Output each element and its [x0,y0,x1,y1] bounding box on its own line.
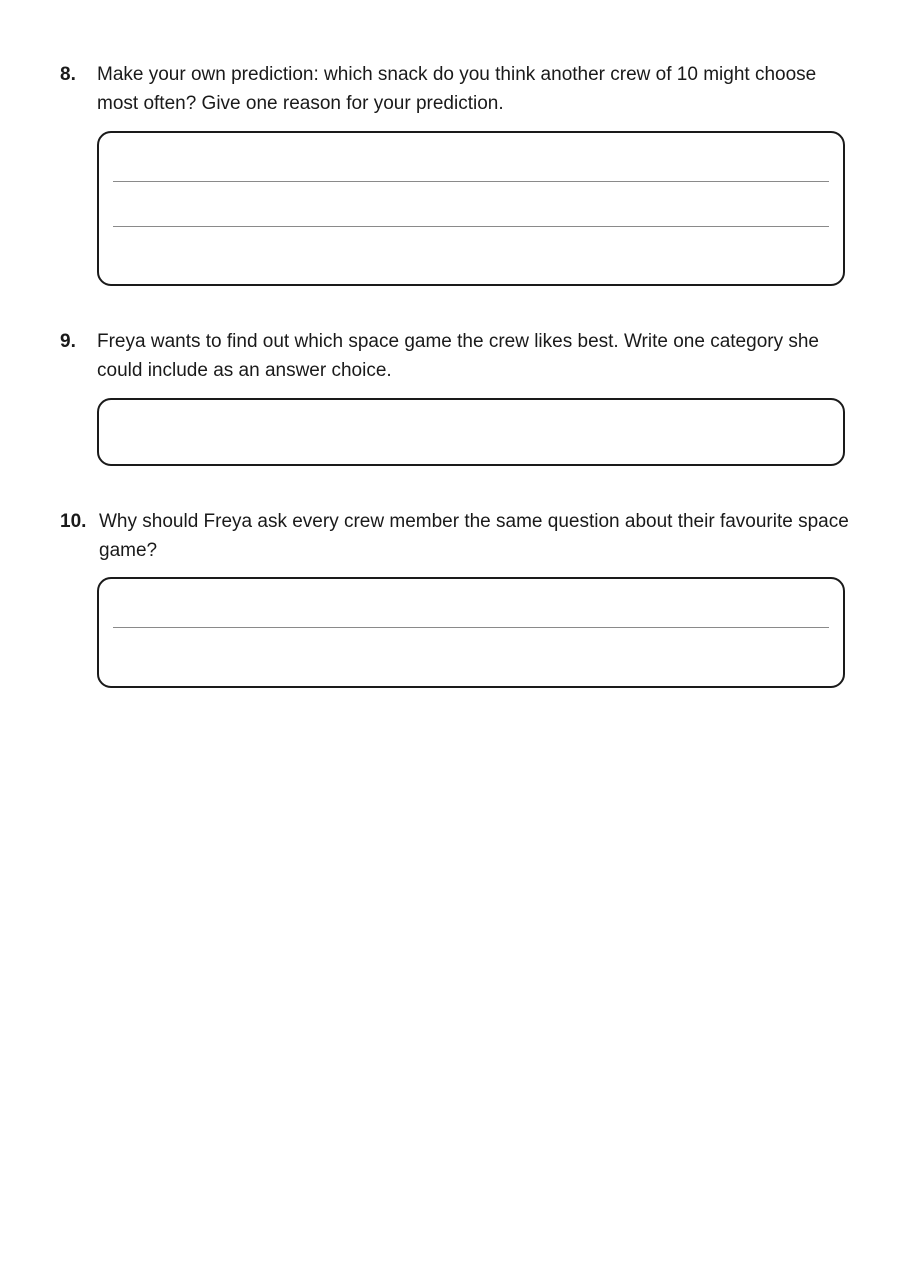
answer-box-question-8[interactable] [97,131,845,286]
answer-box-question-9[interactable] [97,398,845,466]
question-text: Why should Freya ask every crew member the same question about their favourite space game? [99,511,849,561]
question-number: 8. [60,64,76,85]
question-number: 10. [60,511,87,532]
question-text: Make your own prediction: which snack do you think another crew of 10 might choose most often? Give one reason for your prediction. [97,64,817,114]
writing-line [113,226,829,227]
question-8-prompt [60,60,860,118]
writing-line [113,627,829,628]
question-9-prompt [60,327,860,385]
question-9 [60,327,860,385]
question-10 [60,507,860,565]
question-10-prompt [60,507,860,565]
question-text: Freya wants to find out which space game the crew likes best. Write one category she could include as an answer choice. [97,331,819,381]
question-8 [60,60,860,118]
writing-line [113,181,829,182]
question-number: 9. [60,331,76,352]
answer-box-question-10[interactable] [97,577,845,688]
